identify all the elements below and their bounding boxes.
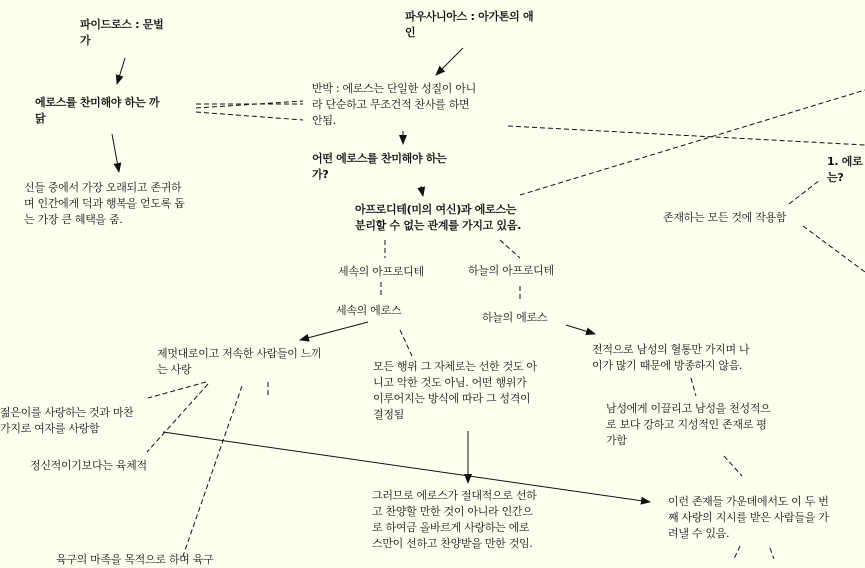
node-god-oldest: 신들 중에서 가장 오래되고 존귀하 며 인간에게 덕과 행복을 얻도록 돕 는 가장 큰 혜택을 줌. xyxy=(24,181,185,226)
node-base-people: 제멋대로이고 저속한 사람들이 느끼 는 사랑 xyxy=(157,347,322,376)
node-aphrodite-relation: 아프로디테(미의 여신)과 에로스는 분리할 수 없는 관계를 가지고 있음. xyxy=(355,203,522,232)
node-heavenly-aphrodite: 하늘의 아프로디테 xyxy=(468,264,554,277)
node-male-only: 전적으로 남성의 혈통만 가지며 나 이가 많기 때문에 방종하지 않음. xyxy=(592,343,750,372)
node-rebuttal: 반박 : 에로스는 단일한 성질이 아니 라 단순하고 무조건적 찬사를 하면 안됨. xyxy=(312,82,476,127)
node-among-them: 이런 존재들 가운데에서도 이 두 번 째 사랑의 지시를 받은 사람들을 가 려낼 수 있음. xyxy=(668,495,829,540)
arrow-which-aphro xyxy=(421,186,423,196)
node-youth-women: 젊은이를 사랑하는 것과 마찬 가지로 여자를 사랑함 xyxy=(0,406,134,435)
arrow-why-god xyxy=(112,134,119,172)
node-why-praise: 에로스를 찬미해야 하는 까 닭 xyxy=(35,96,160,125)
node-bottom-cut: 육구의 마족을 목적으로 하며 육구 xyxy=(56,553,214,566)
node-bodily: 정신적이기보다는 육체적 xyxy=(30,459,147,472)
node-earthly-eros: 세속의 에로스 xyxy=(336,304,402,317)
arrow-heavenly-male xyxy=(566,325,595,334)
node-male-love: 남성에게 이끌리고 남성을 천성적으 로 보다 강하고 지성적인 존재로 평 가함 xyxy=(606,402,771,447)
arrow-earthly-base xyxy=(300,322,368,340)
node-pausanias: 파우사니아스 : 아가톤의 애 인 xyxy=(405,10,534,39)
node-q1: 1. 에로 는? xyxy=(827,155,863,184)
arrow-phaidros-why xyxy=(117,58,125,84)
node-therefore: 그러므로 에로스가 절대적으로 선하 고 찬양할 만한 것이 아니라 인간으 로 하여금 올바르게 사랑하는 에로 스만이 선하고 찬양받을 만한 것임. xyxy=(372,489,537,550)
arrow-pausanias-rebuttal xyxy=(436,48,463,75)
node-acts-neutral: 모든 행위 그 자체로는 선한 것도 아 니고 악한 것도 아님. 어떤 행위가 이루어지는 방식에 따라 그 성격이 결정됨 xyxy=(373,360,537,421)
node-acts-all: 존재하는 모든 것에 작용함 xyxy=(663,211,787,224)
node-earthly-aphrodite: 세속의 아프로디테 xyxy=(338,265,424,278)
node-which-eros: 어떤 에로스를 찬미해야 하는 가? xyxy=(312,152,447,181)
node-heavenly-eros: 하늘의 에로스 xyxy=(482,311,548,324)
node-phaidros: 파이드로스 : 문벌 가 xyxy=(80,18,164,47)
